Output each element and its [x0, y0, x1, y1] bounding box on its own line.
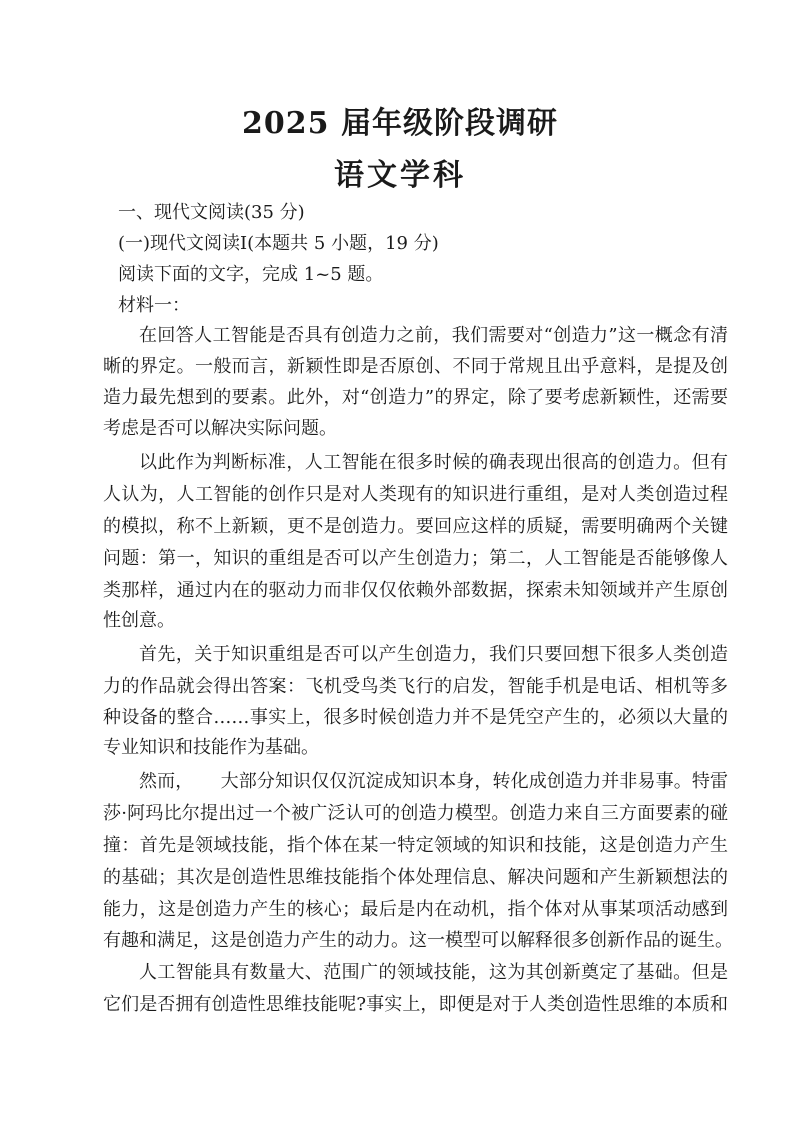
subsection-heading: (一)现代文阅读Ⅰ(本题共 5 小题，19 分)	[118, 233, 439, 254]
paragraph-4-line-4: 的基础；其次是创造性思维技能指个体处理信息、解决问题和产生新颖想法的	[103, 867, 728, 888]
paragraph-1-line-2: 晰的界定。一般而言，新颖性即是否原创、不同于常规且出乎意料，是提及创	[103, 356, 728, 377]
paragraph-2-line-5: 类那样，通过内在的驱动力而非仅仅依赖外部数据，探索未知领域并产生原创	[103, 580, 728, 601]
exam-title: 2025 届年级阶段调研	[242, 106, 558, 141]
paragraph-2-line-1: 以此作为判断标准，人工智能在很多时候的确表现出很高的创造力。但有	[139, 452, 728, 473]
paragraph-1-line-3: 造力最先想到的要素。此外，对“创造力”的界定，除了要考虑新颖性，还需要	[103, 387, 728, 408]
paragraph-5-line-1: 人工智能具有数量大、范围广的领域技能，这为其创新奠定了基础。但是	[139, 962, 728, 983]
material-label: 材料一：	[118, 295, 190, 316]
paragraph-4-line-6: 有趣和满足，这是创造力产生的动力。这一模型可以解释很多创新作品的诞生。	[103, 930, 733, 951]
paragraph-4-line-5: 能力，这是创造力产生的核心；最后是内在动机，指个体对从事某项活动感到	[103, 899, 728, 920]
paragraph-1-line-4: 考虑是否可以解决实际问题。	[103, 418, 337, 439]
section-heading: 一、现代文阅读(35 分)	[118, 202, 305, 223]
paragraph-4-line-2: 莎·阿玛比尔提出过一个被广泛认可的创造力模型。创造力来自三方面要素的碰	[103, 803, 728, 824]
paragraph-4-line-1: 然而， 大部分知识仅仅沉淀成知识本身，转化成创造力并非易事。特雷	[139, 771, 728, 792]
instruction-text: 阅读下面的文字，完成 1~5 题。	[118, 264, 384, 285]
paragraph-2-line-3: 的模拟，称不上新颖，更不是创造力。要回应这样的质疑，需要明确两个关键	[103, 516, 728, 537]
paragraph-4-line-3: 撞：首先是领域技能，指个体在某一特定领域的知识和技能，这是创造力产生	[103, 835, 728, 856]
paragraph-3-line-3: 种设备的整合……事实上，很多时候创造力并不是凭空产生的，必须以大量的	[103, 707, 728, 728]
paragraph-3-line-1: 首先，关于知识重组是否可以产生创造力，我们只要回想下很多人类创造	[139, 644, 728, 665]
paragraph-1-line-1: 在回答人工智能是否具有创造力之前，我们需要对“创造力”这一概念有清	[139, 325, 728, 346]
paragraph-3-line-2: 力的作品就会得出答案：飞机受鸟类飞行的启发，智能手机是电话、相机等多	[103, 676, 728, 697]
paragraph-2-line-2: 人认为，人工智能的创作只是对人类现有的知识进行重组，是对人类创造过程	[103, 484, 728, 505]
paragraph-2-line-6: 性创意。	[103, 610, 175, 631]
subject-title: 语文学科	[334, 158, 466, 193]
paragraph-2-line-4: 问题：第一，知识的重组是否可以产生创造力；第二，人工智能是否能够像人	[103, 548, 728, 569]
paragraph-5-line-2: 它们是否拥有创造性思维技能呢?事实上，即便是对于人类创造性思维的本质和	[103, 994, 728, 1015]
paragraph-3-line-4: 专业知识和技能作为基础。	[103, 737, 319, 758]
